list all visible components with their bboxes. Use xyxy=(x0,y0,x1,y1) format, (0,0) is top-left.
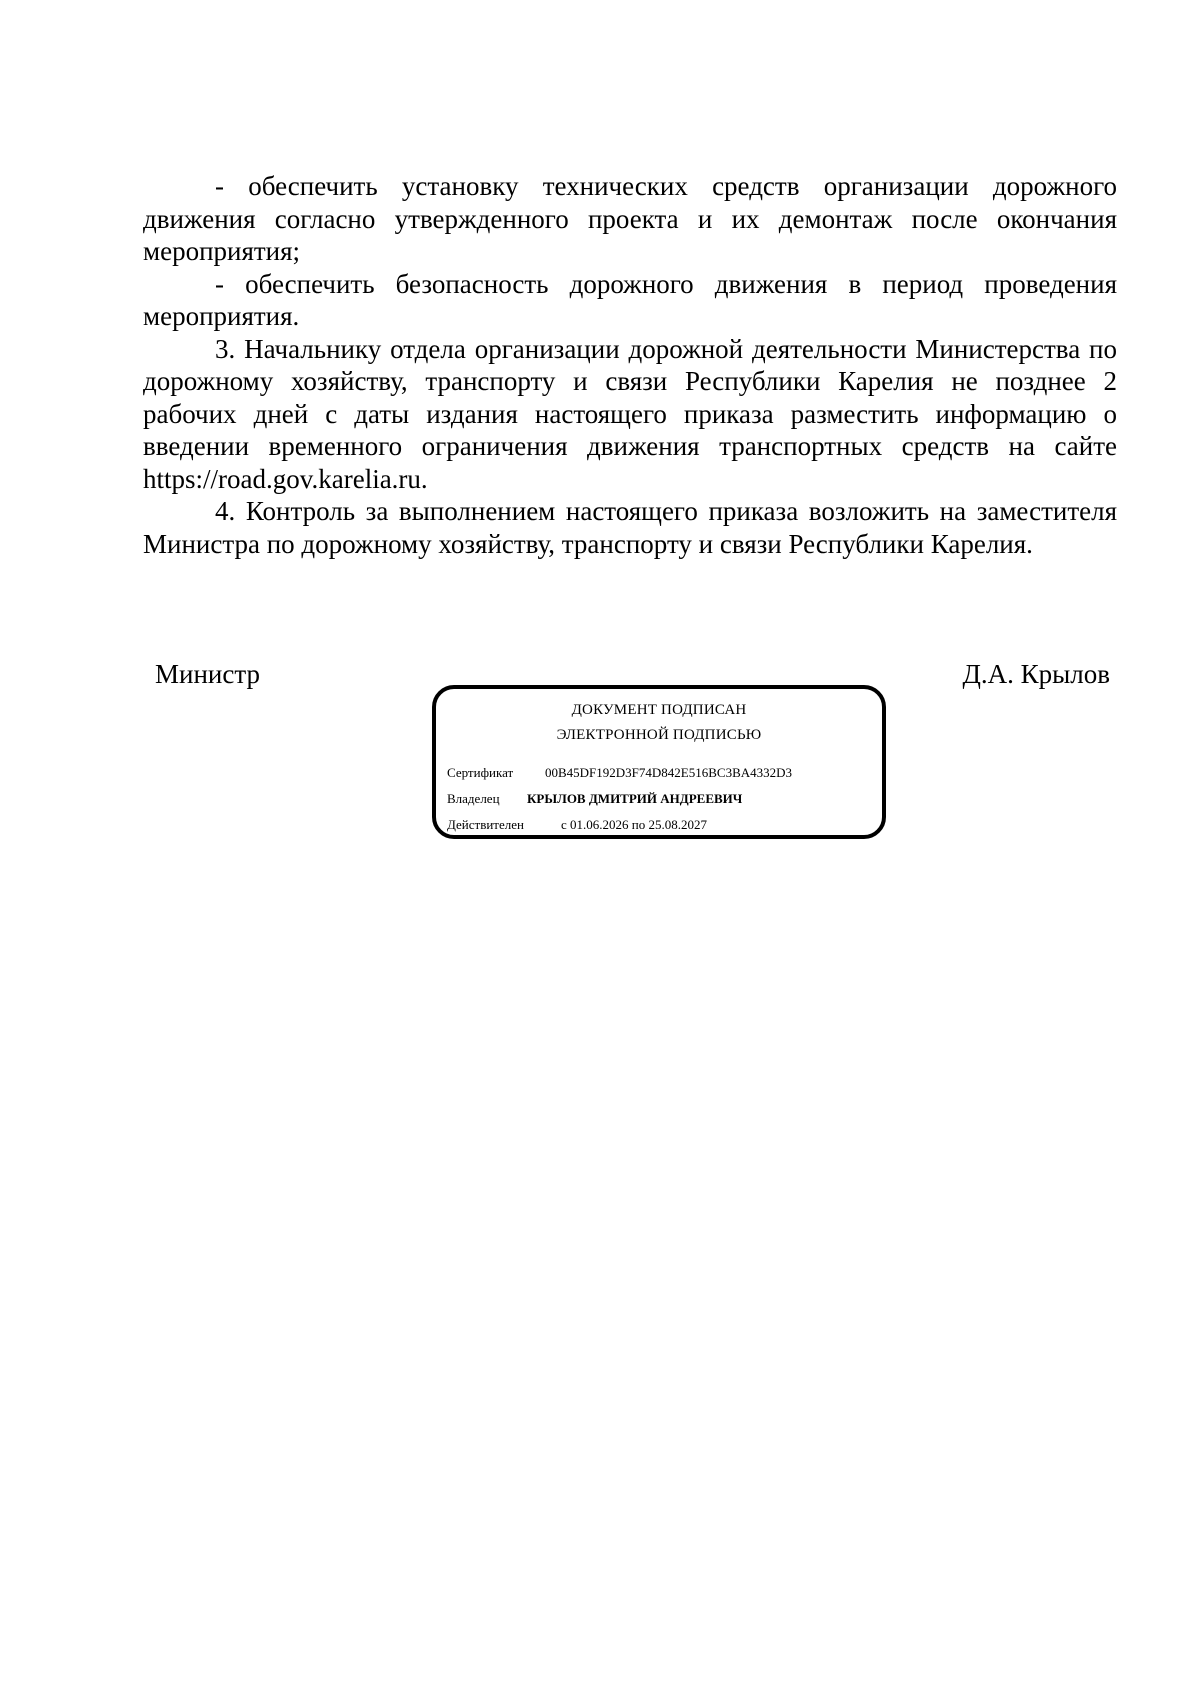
paragraph-item-3: 3. Начальнику отдела организации дорожной деятельности Министерства по дорожному хозяйству, транспорту и связи Республики Карелия не позднее 2 рабочих дней с даты издания настоящего приказа разместить информацию о введении временного ограничения движения транспортных средств на сайте https://road.gov.karelia.ru. xyxy=(143,333,1117,494)
signer-name: Д.А. Крылов xyxy=(962,659,1110,689)
stamp-heading-line2: ЭЛЕКТРОННОЙ ПОДПИСЬЮ xyxy=(556,727,762,743)
stamp-certificate-row xyxy=(447,764,792,782)
paragraph-install-traffic-means: - обеспечить установку технических средств организации дорожного движения согласно утвержденного проекта и их демонтаж после окончания мероприятия; xyxy=(143,171,1117,266)
signer-position: Министр xyxy=(155,659,260,689)
certificate-value: 00B45DF192D3F74D842E516BC3BA4332D3 xyxy=(545,765,793,780)
paragraph-traffic-safety: - обеспечить безопасность дорожного движения в период проведения мероприятия. xyxy=(143,268,1117,331)
stamp-validity-row xyxy=(447,816,707,834)
stamp-heading xyxy=(436,698,882,748)
stamp-owner-row xyxy=(447,790,742,808)
electronic-signature-stamp xyxy=(432,685,886,839)
validity-label: Действителен xyxy=(447,817,524,832)
owner-value: КРЫЛОВ ДМИТРИЙ АНДРЕЕВИЧ xyxy=(527,791,743,806)
document-body xyxy=(143,170,1117,560)
owner-label: Владелец xyxy=(447,791,500,806)
certificate-label: Сертификат xyxy=(447,765,514,780)
validity-value: с 01.06.2026 по 25.08.2027 xyxy=(561,817,707,832)
paragraph-item-4: 4. Контроль за выполнением настоящего приказа возложить на заместителя Министра по дорожному хозяйству, транспорту и связи Республики Карелия. xyxy=(143,496,1117,559)
stamp-heading-line1: ДОКУМЕНТ ПОДПИСАН xyxy=(571,702,747,718)
